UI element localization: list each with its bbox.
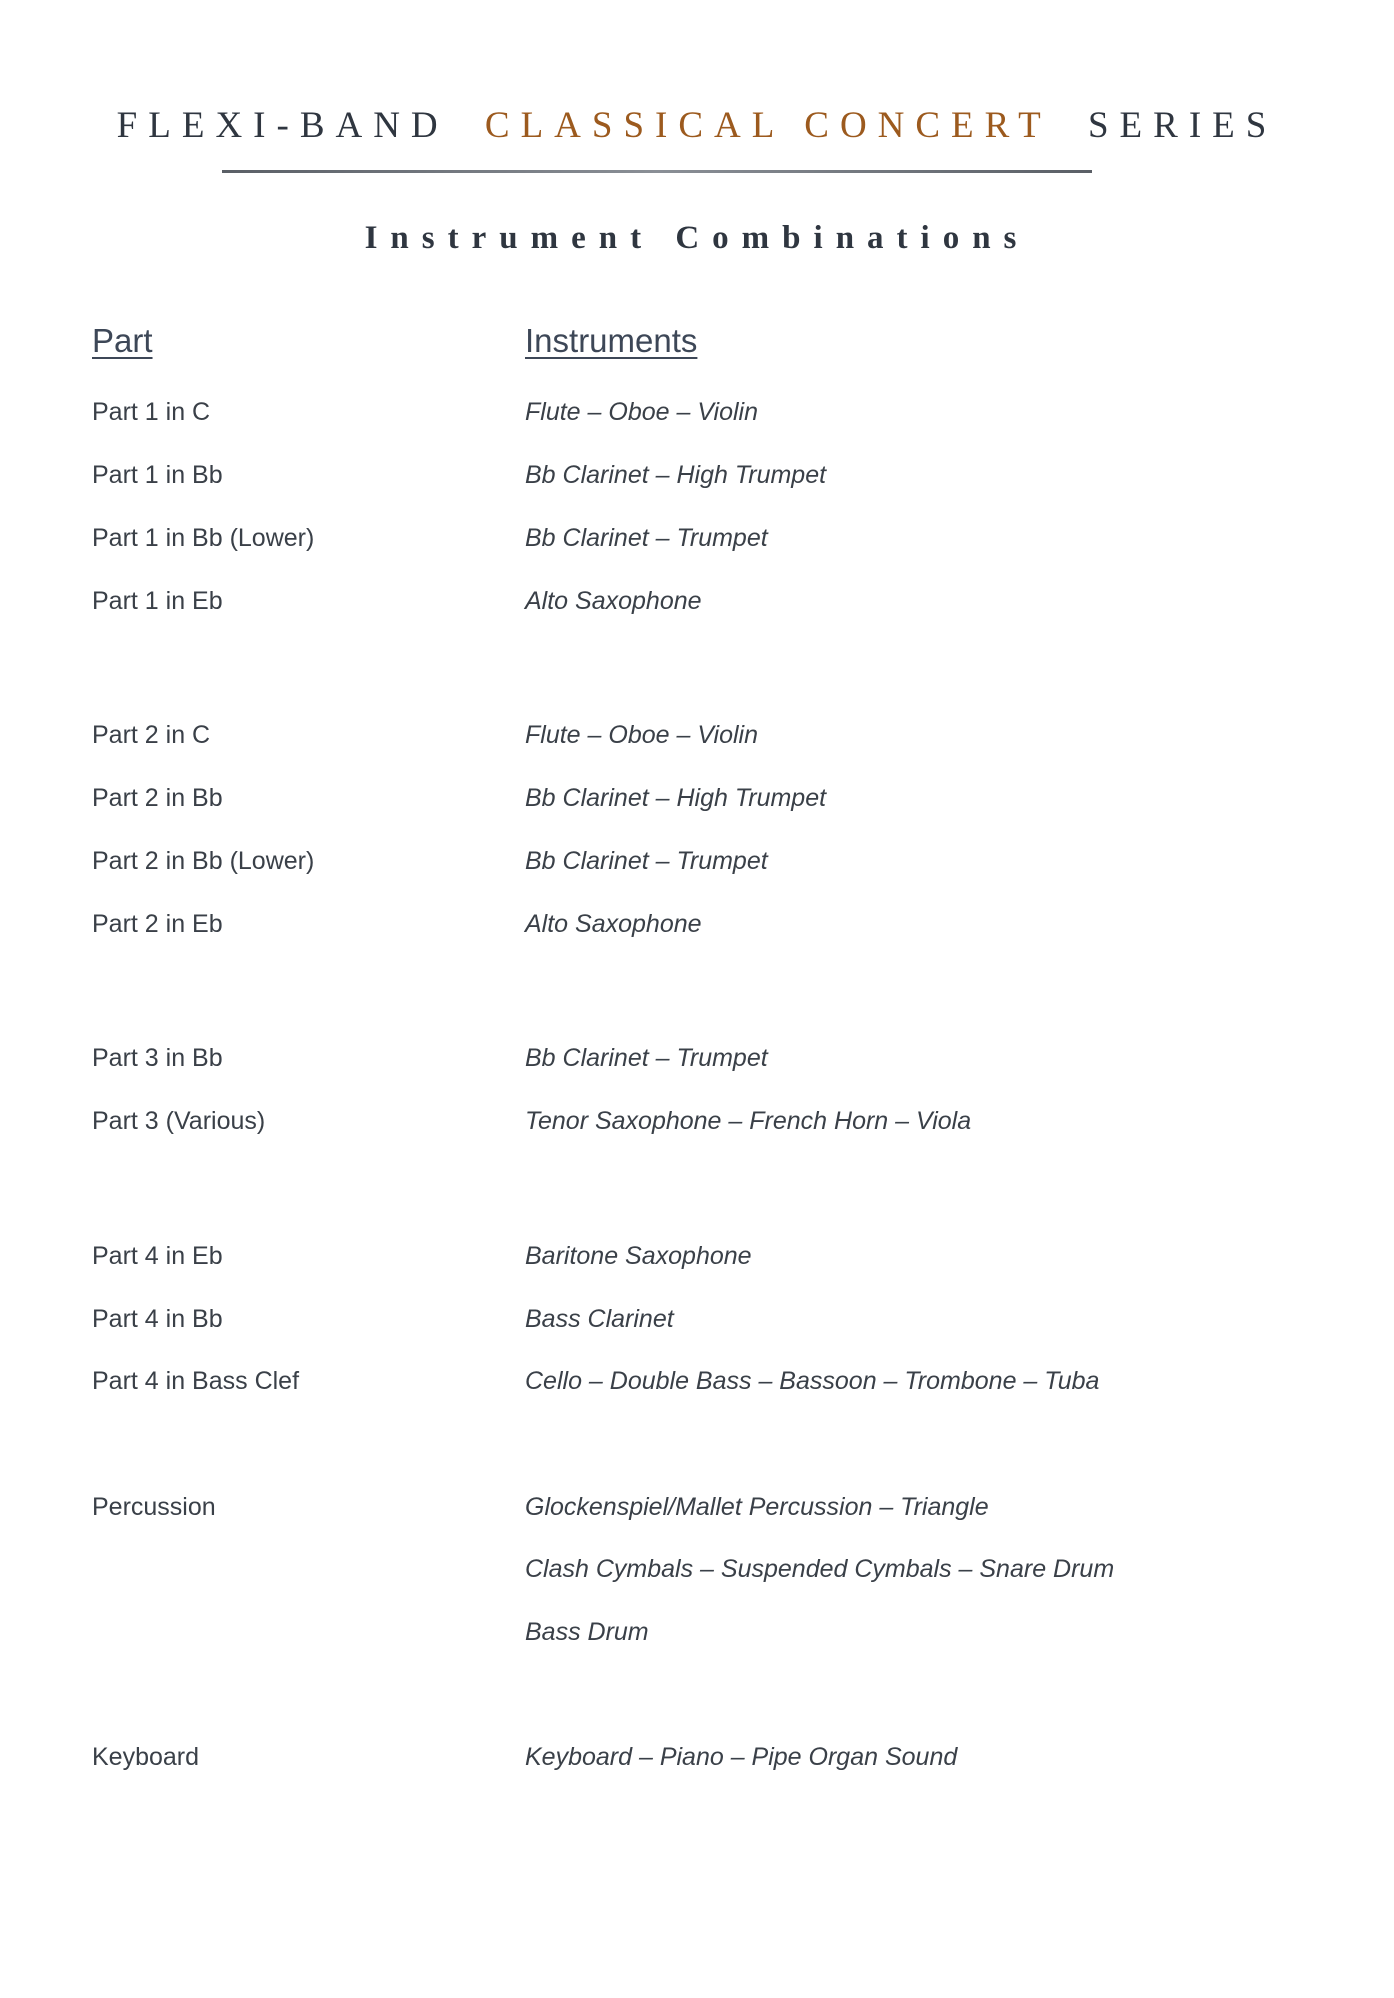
instruments-cell: Flute – Oboe – Violin xyxy=(525,398,759,426)
table-row xyxy=(0,461,1394,501)
part-cell: Part 1 in C xyxy=(92,398,211,426)
instruments-cell: Cello – Double Bass – Bassoon – Trombone – Tuba xyxy=(525,1367,1100,1395)
instruments-cell: Tenor Saxophone – French Horn – Viola xyxy=(525,1107,972,1135)
instruments-cell: Bass Drum xyxy=(525,1618,649,1646)
instruments-cell: Bb Clarinet – Trumpet xyxy=(525,1044,768,1072)
part-cell: Keyboard xyxy=(92,1743,200,1771)
instruments-cell: Alto Saxophone xyxy=(525,910,702,938)
table-row xyxy=(0,1044,1394,1084)
series-title-accent: CLASSICAL CONCERT xyxy=(484,105,1052,146)
part-cell: Part 4 in Bass Clef xyxy=(92,1367,300,1395)
title-divider xyxy=(222,170,1092,173)
table-row xyxy=(0,398,1394,438)
table-row xyxy=(0,721,1394,761)
instruments-cell: Bb Clarinet – Trumpet xyxy=(525,847,768,875)
table-row xyxy=(0,524,1394,564)
instruments-cell: Bb Clarinet – High Trumpet xyxy=(525,461,827,489)
part-cell: Part 1 in Eb xyxy=(92,587,223,615)
table-row xyxy=(0,1618,1394,1658)
part-cell: Part 2 in Eb xyxy=(92,910,223,938)
part-cell: Part 1 in Bb (Lower) xyxy=(92,524,315,552)
series-title-suffix: SERIES xyxy=(1087,105,1278,146)
table-row xyxy=(0,1743,1394,1783)
instruments-cell: Alto Saxophone xyxy=(525,587,702,615)
instruments-cell: Clash Cymbals – Suspended Cymbals – Snare Drum xyxy=(525,1555,1115,1583)
table-row xyxy=(0,1107,1394,1147)
table-row xyxy=(0,784,1394,824)
part-cell: Part 3 (Various) xyxy=(92,1107,266,1135)
table-row xyxy=(0,1555,1394,1595)
instruments-cell: Baritone Saxophone xyxy=(525,1242,752,1270)
column-header-instruments: Instruments xyxy=(525,322,698,359)
part-cell: Part 2 in Bb xyxy=(92,784,223,812)
series-title xyxy=(0,104,1394,147)
part-cell: Part 4 in Bb xyxy=(92,1305,223,1333)
instruments-cell: Keyboard – Piano – Pipe Organ Sound xyxy=(525,1743,958,1771)
table-row xyxy=(0,910,1394,950)
part-cell: Part 4 in Eb xyxy=(92,1242,223,1270)
part-cell: Part 2 in C xyxy=(92,721,211,749)
series-title-brand: FLEXI-BAND xyxy=(116,105,449,146)
instruments-cell: Glockenspiel/Mallet Percussion – Triangle xyxy=(525,1493,989,1521)
column-header-part: Part xyxy=(92,322,153,359)
table-row xyxy=(0,1367,1394,1407)
instruments-cell: Flute – Oboe – Violin xyxy=(525,721,759,749)
table-row xyxy=(0,1242,1394,1282)
page-subtitle: Instrument Combinations xyxy=(364,220,1030,256)
instruments-cell: Bass Clarinet xyxy=(525,1305,674,1333)
part-cell: Part 3 in Bb xyxy=(92,1044,223,1072)
table-row xyxy=(0,587,1394,627)
part-cell: Percussion xyxy=(92,1493,216,1521)
instruments-cell: Bb Clarinet – High Trumpet xyxy=(525,784,827,812)
part-cell: Part 2 in Bb (Lower) xyxy=(92,847,315,875)
table-row xyxy=(0,1305,1394,1345)
instruments-cell: Bb Clarinet – Trumpet xyxy=(525,524,768,552)
table-row xyxy=(0,847,1394,887)
part-cell: Part 1 in Bb xyxy=(92,461,223,489)
table-row xyxy=(0,1493,1394,1533)
